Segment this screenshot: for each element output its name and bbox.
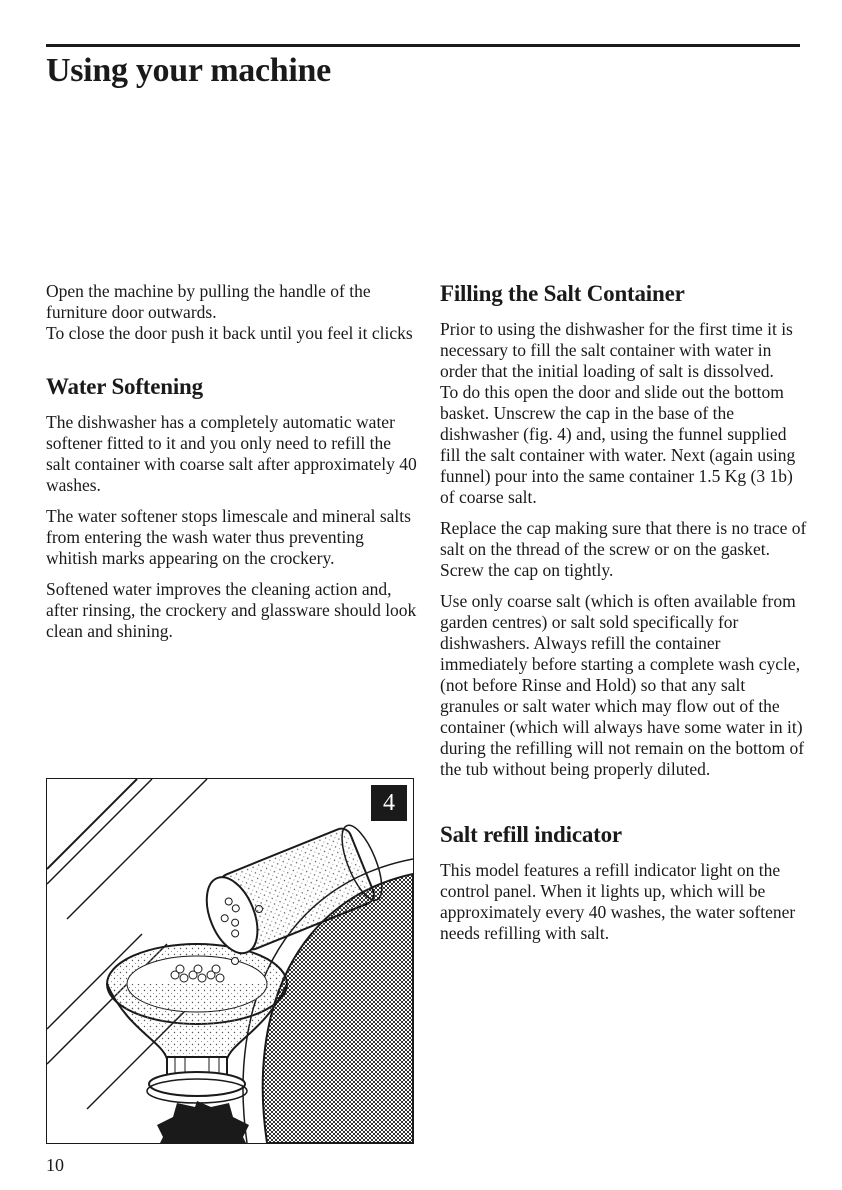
page-number: 10 bbox=[46, 1155, 64, 1175]
water-softening-heading: Water Softening bbox=[46, 374, 203, 399]
page-title: Using your machine bbox=[46, 52, 331, 89]
salt-container-paragraph-1: Prior to using the dishwasher for the first time it is necessary to fill the salt container with water in order that the initial loading of salt is dissolved. bbox=[440, 319, 793, 381]
water-softening-paragraph-1: The dishwasher has a completely automatic water softener fitted to it and you only need to refill the salt container with coarse salt after approximately 40 washes. bbox=[46, 412, 417, 495]
figure-number-badge: 4 bbox=[371, 785, 407, 821]
salt-container-paragraph-2: To do this open the door and slide out the bottom basket. Unscrew the cap in the base of the dishwasher (fig. 4) and, using the funnel supplied fill the salt container with water. Next (again using funnel) pour into the same container 1.5 Kg (3 1b) of coarse salt. bbox=[440, 382, 796, 507]
salt-funnel-illustration bbox=[47, 779, 413, 1143]
salt-container-paragraph-4: Use only coarse salt (which is often available from garden centres) or salt sold specifically for dishwashers. Always refill the container immediately before starting a complete wash cycle, (not before Rinse and Hold) so that any salt granules or salt water which may flow out of the container (which will always have some water in it) during the refilling will not remain on the bottom of the tub without being properly diluted. bbox=[440, 591, 805, 779]
intro-paragraph-1: Open the machine by pulling the handle of the furniture door outwards. bbox=[46, 281, 371, 322]
refill-indicator-heading: Salt refill indicator bbox=[440, 822, 622, 847]
water-softening-paragraph-3: Softened water improves the cleaning action and, after rinsing, the crockery and glassware should look clean and shining. bbox=[46, 579, 417, 641]
refill-indicator-paragraph: This model features a refill indicator light on the control panel. When it lights up, which will be approximately every 40 washes, the water softener needs refilling with salt. bbox=[440, 860, 796, 943]
left-column bbox=[46, 281, 418, 652]
salt-container-paragraph-3: Replace the cap making sure that there is no trace of salt on the thread of the screw or on the gasket. Screw the cap on tightly. bbox=[440, 518, 807, 580]
salt-container-heading: Filling the Salt Container bbox=[440, 281, 685, 306]
header-rule bbox=[46, 44, 800, 47]
intro-paragraph-2: To close the door push it back until you feel it clicks bbox=[46, 323, 413, 343]
salt-funnel-figure bbox=[46, 778, 414, 1144]
water-softening-paragraph-2: The water softener stops limescale and mineral salts from entering the wash water thus preventing whitish marks appearing on the crockery. bbox=[46, 506, 411, 568]
right-column bbox=[440, 281, 808, 954]
